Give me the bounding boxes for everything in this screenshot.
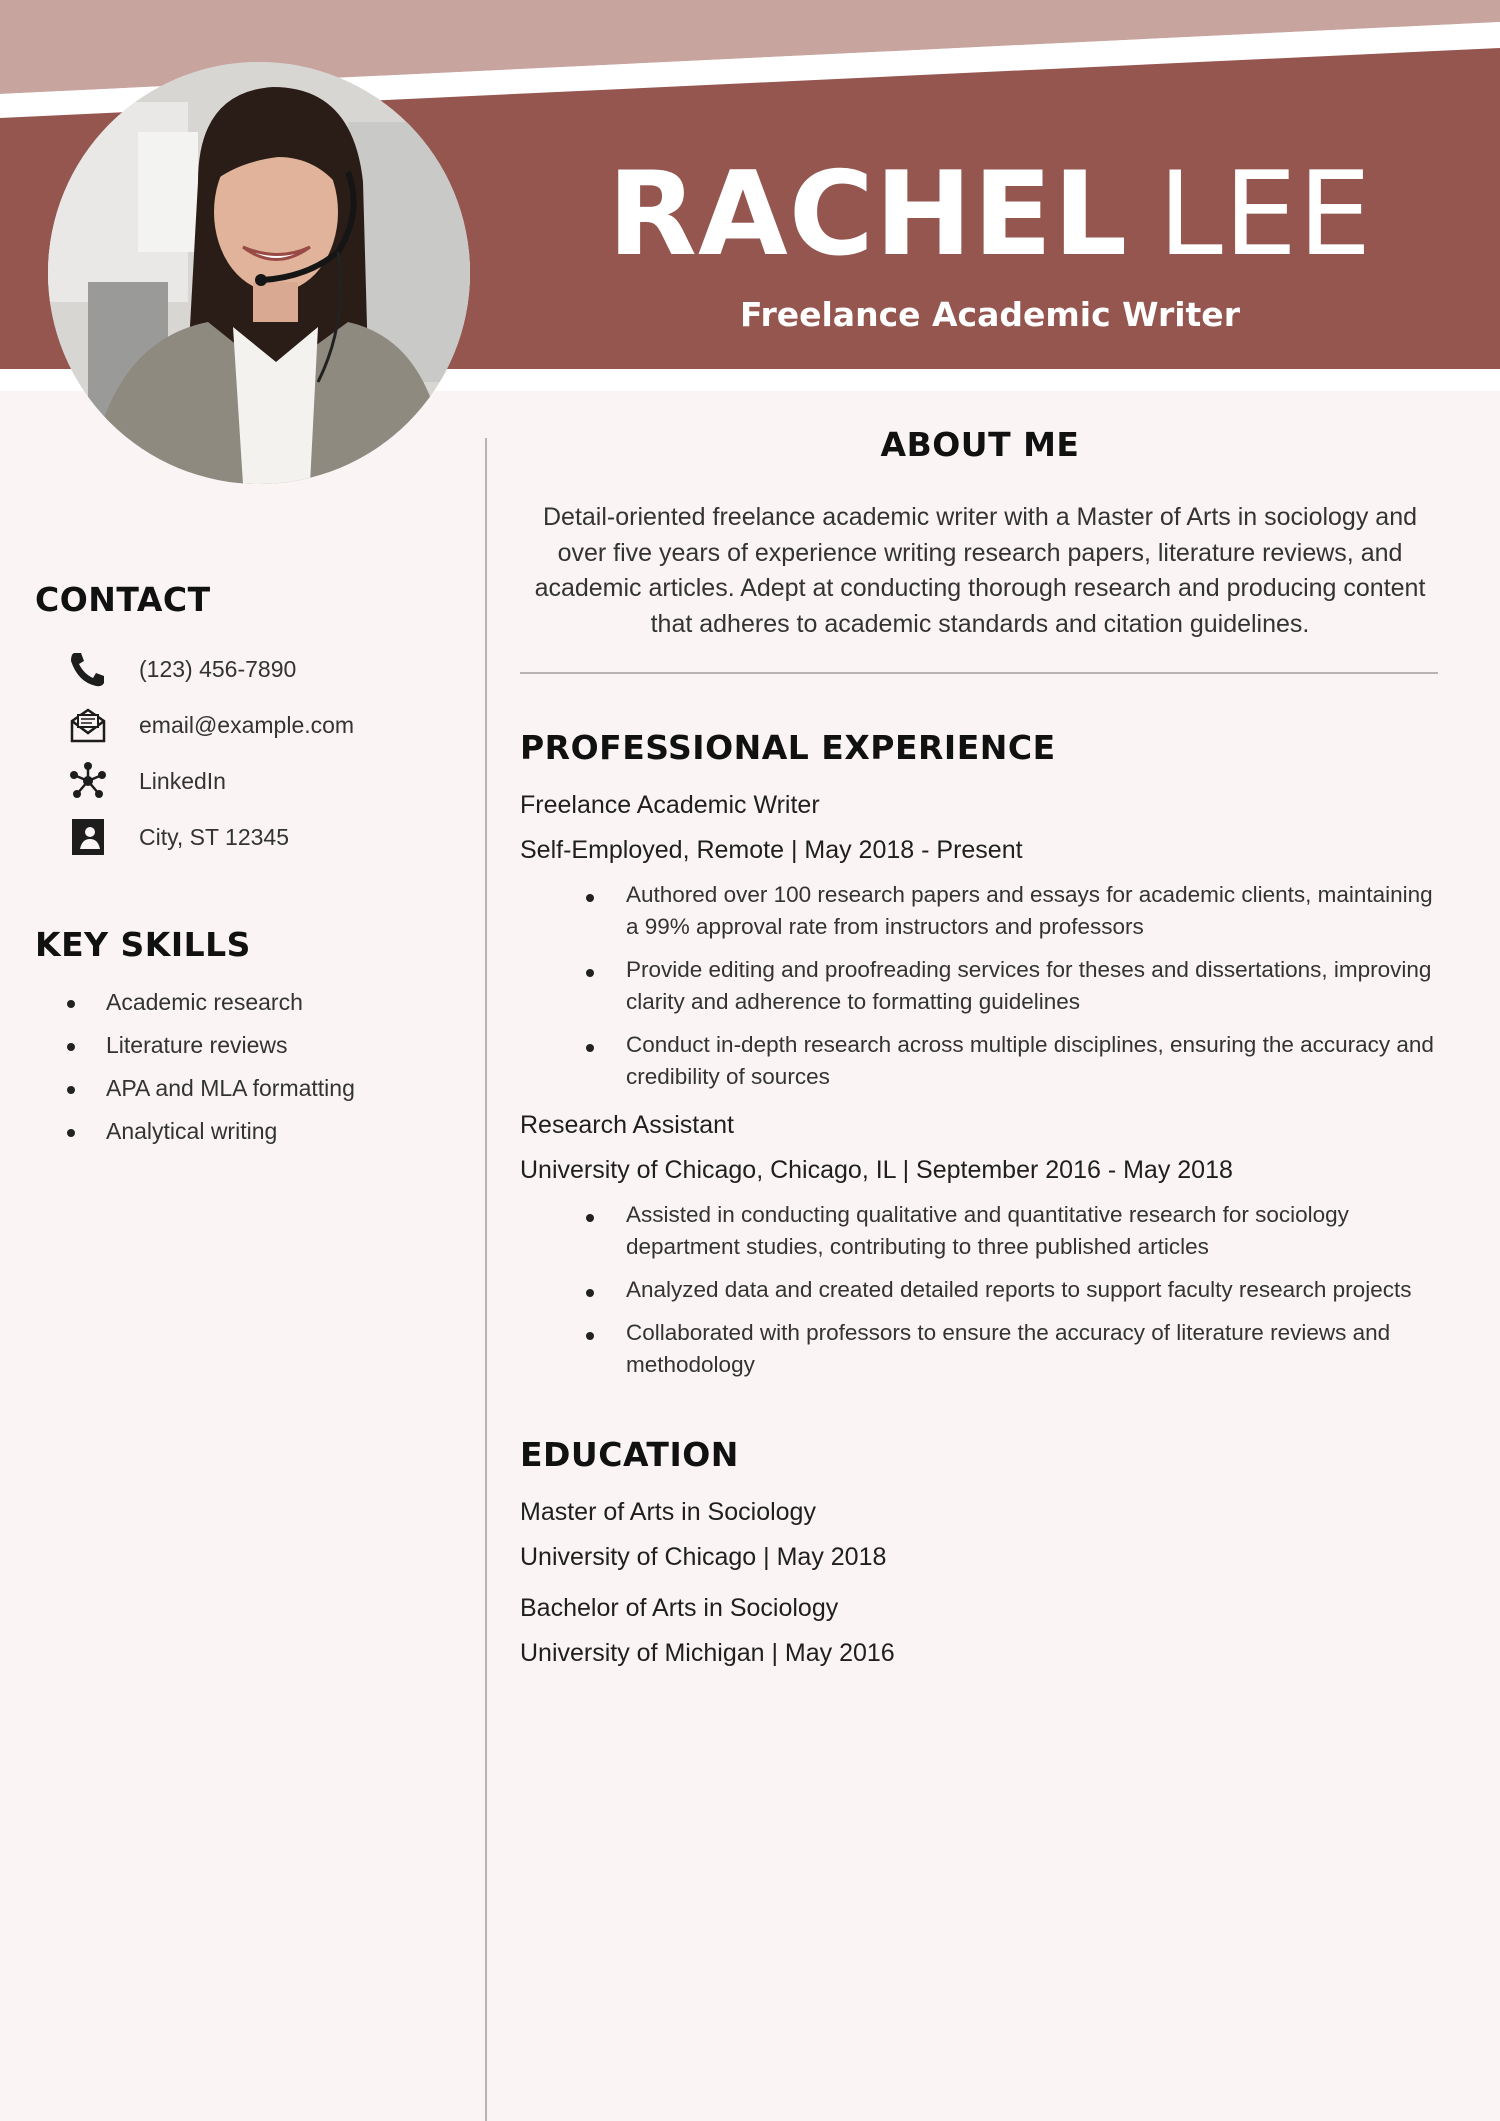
skill-item: APA and MLA formatting bbox=[35, 1070, 465, 1113]
skills-heading: KEY SKILLS bbox=[35, 925, 251, 964]
job-bullet: Provide editing and proofreading services for theses and dissertations, improving clarity and adherence to formatting guidelines bbox=[520, 954, 1440, 1018]
job-bullets bbox=[520, 1199, 1440, 1381]
right-column bbox=[520, 425, 1440, 1668]
job-bullet: Authored over 100 research papers and essays for academic clients, maintaining a 99% approval rate from instructors and professors bbox=[520, 879, 1440, 943]
email-text: email@example.com bbox=[139, 711, 355, 738]
job-bullet: Assisted in conducting qualitative and quantitative research for sociology department studies, contributing to three published articles bbox=[520, 1199, 1440, 1263]
phone-text: (123) 456-7890 bbox=[139, 655, 297, 682]
profile-photo bbox=[48, 62, 470, 484]
about-text: Detail-oriented freelance academic writer with a Master of Arts in sociology and over five years of experience writing research papers, literature reviews, and academic articles. Adept at conducting thorough research and producing content that adheres to academic standards and citation guidelines. bbox=[534, 503, 1426, 638]
skill-item: Analytical writing bbox=[35, 1113, 465, 1156]
section-divider bbox=[520, 672, 1438, 674]
job-role: Research Assistant bbox=[520, 1111, 734, 1139]
envelope-icon bbox=[65, 702, 111, 748]
job-title: Freelance Academic Writer bbox=[740, 295, 1240, 334]
linkedin-text: LinkedIn bbox=[139, 767, 226, 794]
left-column bbox=[35, 580, 465, 1156]
experience-heading: PROFESSIONAL EXPERIENCE bbox=[520, 728, 1056, 767]
skill-item: Academic research bbox=[35, 984, 465, 1027]
about-heading: ABOUT ME bbox=[880, 425, 1080, 464]
school: University of Chicago | May 2018 bbox=[520, 1543, 887, 1571]
skills-list bbox=[35, 984, 465, 1156]
job-org: University of Chicago, Chicago, IL | September 2016 - May 2018 bbox=[520, 1156, 1233, 1184]
job-role: Freelance Academic Writer bbox=[520, 791, 820, 819]
contact-heading: CONTACT bbox=[35, 580, 211, 619]
skill-item: Literature reviews bbox=[35, 1027, 465, 1070]
school: University of Michigan | May 2016 bbox=[520, 1639, 895, 1667]
contact-phone[interactable] bbox=[35, 641, 465, 697]
job-bullet: Conduct in-depth research across multiple disciplines, ensuring the accuracy and credibility of sources bbox=[520, 1029, 1440, 1093]
last-name: LEE bbox=[1158, 147, 1373, 282]
contact-linkedin[interactable] bbox=[35, 753, 465, 809]
degree: Bachelor of Arts in Sociology bbox=[520, 1594, 839, 1622]
job-bullet: Collaborated with professors to ensure the accuracy of literature reviews and methodology bbox=[520, 1317, 1440, 1381]
phone-icon bbox=[65, 646, 111, 692]
job-entry bbox=[520, 1111, 1440, 1381]
first-name: RACHEL bbox=[607, 147, 1129, 282]
job-bullet: Analyzed data and created detailed reports to support faculty research projects bbox=[520, 1274, 1440, 1306]
job-org: Self-Employed, Remote | May 2018 - Present bbox=[520, 836, 1023, 864]
education-heading: EDUCATION bbox=[520, 1435, 739, 1474]
candidate-name bbox=[560, 147, 1420, 282]
column-divider bbox=[485, 438, 487, 2121]
contact-list bbox=[35, 641, 465, 865]
degree: Master of Arts in Sociology bbox=[520, 1498, 816, 1526]
address-text: City, ST 12345 bbox=[139, 823, 290, 850]
network-icon bbox=[65, 758, 111, 804]
address-book-icon bbox=[65, 814, 111, 860]
contact-address[interactable] bbox=[35, 809, 465, 865]
job-entry bbox=[520, 791, 1440, 1093]
job-bullets bbox=[520, 879, 1440, 1093]
contact-email[interactable] bbox=[35, 697, 465, 753]
